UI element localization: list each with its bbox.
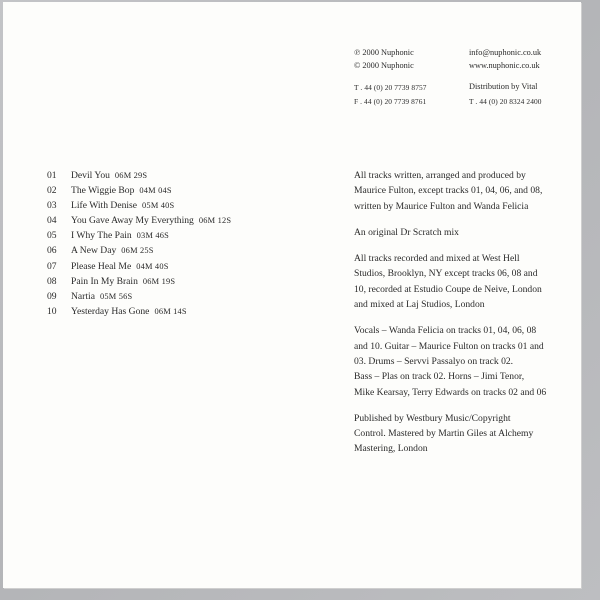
track-duration: 05M 56S (99, 291, 133, 301)
label-telephone: T . 44 (0) 20 7739 8757 (354, 83, 427, 92)
copyright-notice (354, 47, 414, 72)
track-title: Nartia (71, 290, 95, 302)
credit-line: All tracks recorded and mixed at West Hell (354, 253, 520, 265)
credit-line: Published by Westbury Music/Copyright (354, 412, 511, 424)
copyright-line: © 2000 Nuphonic (354, 60, 414, 70)
track-row (47, 289, 231, 304)
track-duration: 06M 14S (154, 306, 187, 316)
track-number: 07 (47, 260, 57, 272)
credits-mix (354, 225, 546, 240)
label-phones (354, 81, 427, 109)
track-title: The Wiggie Bop (71, 185, 135, 197)
credits-recorded (354, 251, 546, 312)
tracklist (47, 168, 231, 319)
track-duration: 06M 29S (114, 171, 148, 180)
track-row (47, 304, 231, 319)
track-duration: 05M 40S (142, 201, 175, 211)
credit-line: 10, recorded at Estudio Coupe de Neive, London (354, 283, 542, 295)
distribution-credit: Distribution by Vital (469, 82, 538, 91)
credit-line: written by Maurice Fulton and Wanda Felicia (354, 200, 529, 212)
track-number: 08 (47, 275, 57, 287)
credits-musicians (354, 323, 546, 399)
track-row (47, 168, 231, 183)
credit-line: and mixed at Laj Studios, London (354, 299, 485, 311)
track-title: A New Day (71, 245, 117, 257)
track-duration: 04M 04S (139, 186, 172, 196)
track-row (47, 198, 231, 213)
credit-line: Studios, Brooklyn, NY except tracks 06, 08 and (354, 268, 538, 280)
track-number: 09 (47, 290, 57, 302)
track-title: Life With Denise (71, 200, 138, 212)
credit-line: 03. Drums – Servvi Passalyo on track 02. (354, 355, 514, 367)
label-fax: F . 44 (0) 20 7739 8761 (354, 97, 427, 106)
credit-line: Maurice Fulton, except tracks 01, 04, 06, and 08, (354, 185, 543, 197)
track-duration: 04M 40S (136, 261, 169, 271)
track-number: 10 (47, 305, 57, 317)
track-duration: 06M 19S (142, 276, 176, 286)
credit-line: Vocals – Wanda Felicia on tracks 01, 04, 06, 08 (354, 325, 537, 337)
credits-published (354, 411, 546, 457)
track-title: I Why The Pain (71, 230, 132, 242)
track-duration: 03M 46S (136, 231, 170, 241)
track-title: Devil You (71, 170, 110, 181)
track-number: 05 (47, 230, 57, 242)
track-number: 06 (47, 245, 57, 257)
credit-line: Mike Kearsay, Terry Edwards on tracks 02 and 06 (354, 386, 547, 398)
track-row (47, 228, 231, 243)
website-link[interactable]: www.nuphonic.co.uk (469, 60, 540, 70)
credits (354, 168, 546, 468)
credit-line: Mastering, London (354, 443, 428, 455)
credit-line: Control. Mastered by Martin Giles at Alchemy (354, 428, 534, 440)
credit-line: An original Dr Scratch mix (354, 226, 459, 238)
distribution-phone: T . 44 (0) 20 8324 2400 (469, 97, 542, 106)
track-number: 03 (47, 200, 57, 212)
track-title: Yesterday Has Gone (71, 305, 150, 317)
phonogram-copyright: ℗ 2000 Nuphonic (354, 48, 414, 57)
email-link[interactable]: info@nuphonic.co.uk (469, 48, 542, 57)
track-number: 01 (47, 170, 57, 181)
track-row (47, 243, 231, 258)
credit-line: All tracks written, arranged and produced by (354, 170, 526, 181)
label-contact (469, 47, 541, 94)
track-title: Please Heal Me (71, 260, 132, 272)
track-row (47, 259, 231, 274)
track-duration: 06M 25S (121, 246, 154, 256)
track-row (47, 274, 231, 289)
track-number: 04 (47, 215, 57, 227)
track-number: 02 (47, 185, 57, 197)
credits-written (354, 168, 546, 214)
track-row (47, 183, 231, 198)
track-row (47, 213, 231, 228)
track-title: Pain In My Brain (71, 275, 138, 287)
track-title: You Gave Away My Everything (71, 215, 194, 227)
track-duration: 06M 12S (198, 216, 232, 226)
credit-line: Bass – Plas on track 02. Horns – Jimi Tenor, (354, 371, 525, 383)
credit-line: and 10. Guitar – Maurice Fulton on tracks 01 and (354, 340, 544, 352)
paper-sheet (3, 2, 581, 588)
